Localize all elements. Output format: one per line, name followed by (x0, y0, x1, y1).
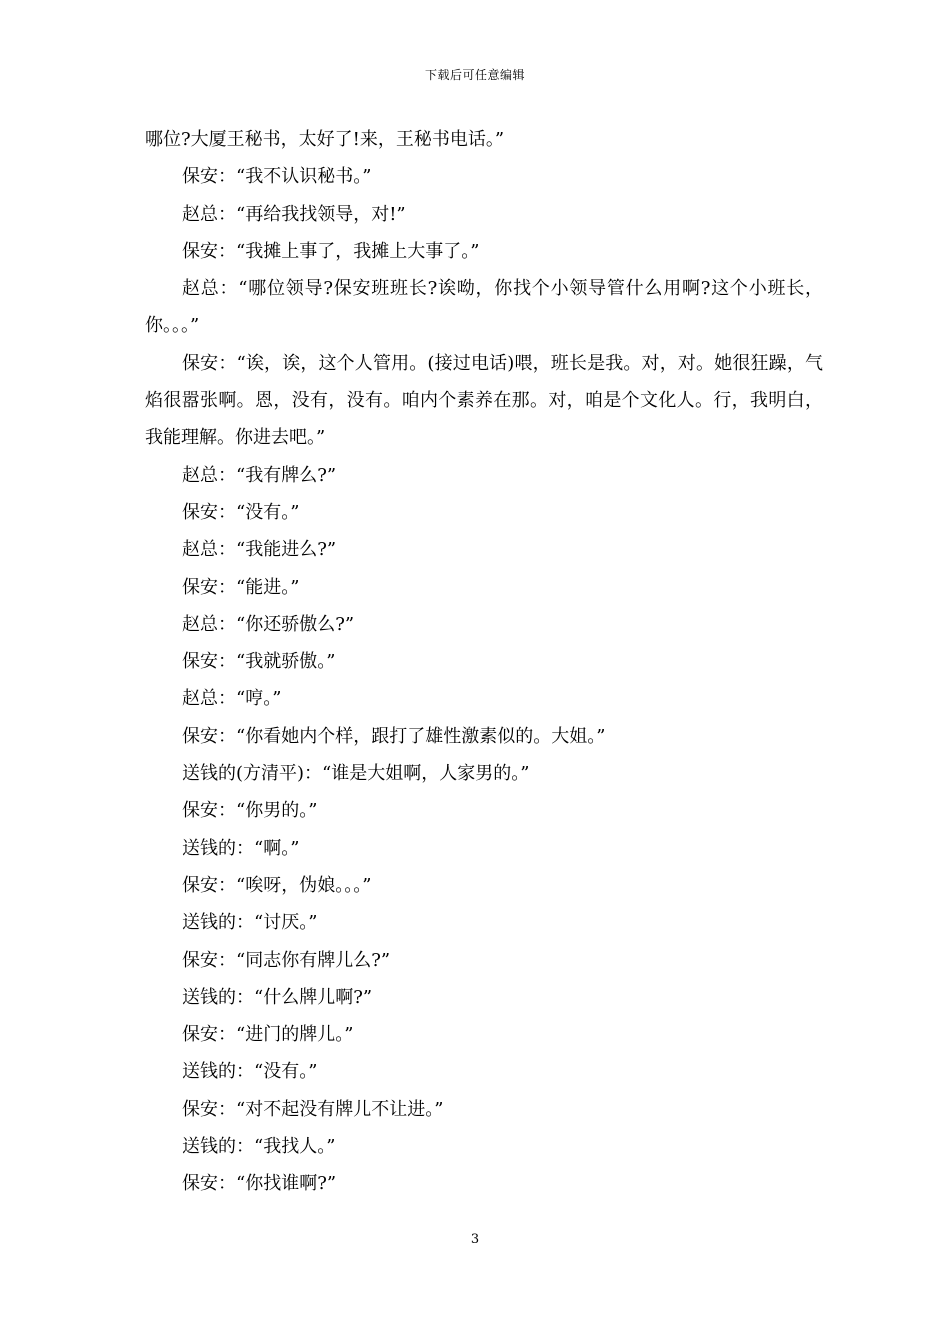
dialogue-paragraph: 保安：“没有。” (182, 501, 300, 523)
dialogue-paragraph: 保安：“你男的。” (182, 800, 318, 822)
dialogue-paragraph: 保安：“你看她内个样，跟打了雄性激素似的。大姐。” (182, 725, 606, 747)
page-header: 下载后可任意编辑 (424, 68, 525, 82)
page-number: 3 (470, 1232, 480, 1247)
dialogue-paragraph: 保安：“进门的牌儿。” (182, 1024, 354, 1046)
document-body (145, 121, 823, 1203)
dialogue-paragraph: 赵总：“我有牌么?” (182, 464, 337, 486)
dialogue-paragraph: 保安：“对不起没有牌儿不让进。” (182, 1098, 444, 1120)
dialogue-paragraph: 送钱的(方清平)：“谁是大姐啊，人家男的。” (182, 763, 530, 785)
dialogue-paragraph: 送钱的：“没有。” (182, 1061, 318, 1083)
dialogue-paragraph: 保安：“我不认识秘书。” (182, 166, 372, 188)
dialogue-paragraph: 赵总：“你还骄傲么?” (182, 613, 355, 635)
dialogue-paragraph: 保安：“我摊上事了，我摊上大事了。” (182, 240, 480, 262)
dialogue-paragraph: 赵总：“再给我找领导，对!” (182, 203, 406, 225)
dialogue-paragraph: 赵总：“哪位领导?保安班班长?诶呦，你找个小领导管什么用啊?这个小班长，你。。。” (145, 278, 823, 337)
dialogue-paragraph: 送钱的：“啊。” (182, 837, 300, 859)
dialogue-paragraph: 保安：“能进。” (182, 576, 300, 598)
dialogue-paragraph: 送钱的：“我找人。” (182, 1136, 336, 1158)
dialogue-paragraph: 保安：“你找谁啊?” (182, 1173, 337, 1195)
dialogue-paragraph: 赵总：“我能进么?” (182, 539, 337, 561)
dialogue-paragraph: 送钱的：“什么牌儿啊?” (182, 986, 373, 1008)
dialogue-paragraph: 哪位?大厦王秘书，太好了!来，王秘书电话。” (145, 129, 505, 150)
dialogue-paragraph: 赵总：“哼。” (182, 688, 282, 710)
dialogue-paragraph: 送钱的：“讨厌。” (182, 912, 318, 934)
dialogue-paragraph: 保安：“我就骄傲。” (182, 651, 336, 673)
dialogue-paragraph: 保安：“诶，诶，这个人管用。(接过电话)喂，班长是我。对，对。她很狂躁，气焰很嚣张啊。恩，没有，没有。咱内个素养在那。对，咱是个文化人。行，我明白，我能理解。你进去吧。” (145, 352, 823, 449)
dialogue-paragraph: 保安：“唉呀，伪娘。。。” (182, 874, 372, 896)
dialogue-paragraph: 保安：“同志你有牌儿么?” (182, 949, 391, 971)
